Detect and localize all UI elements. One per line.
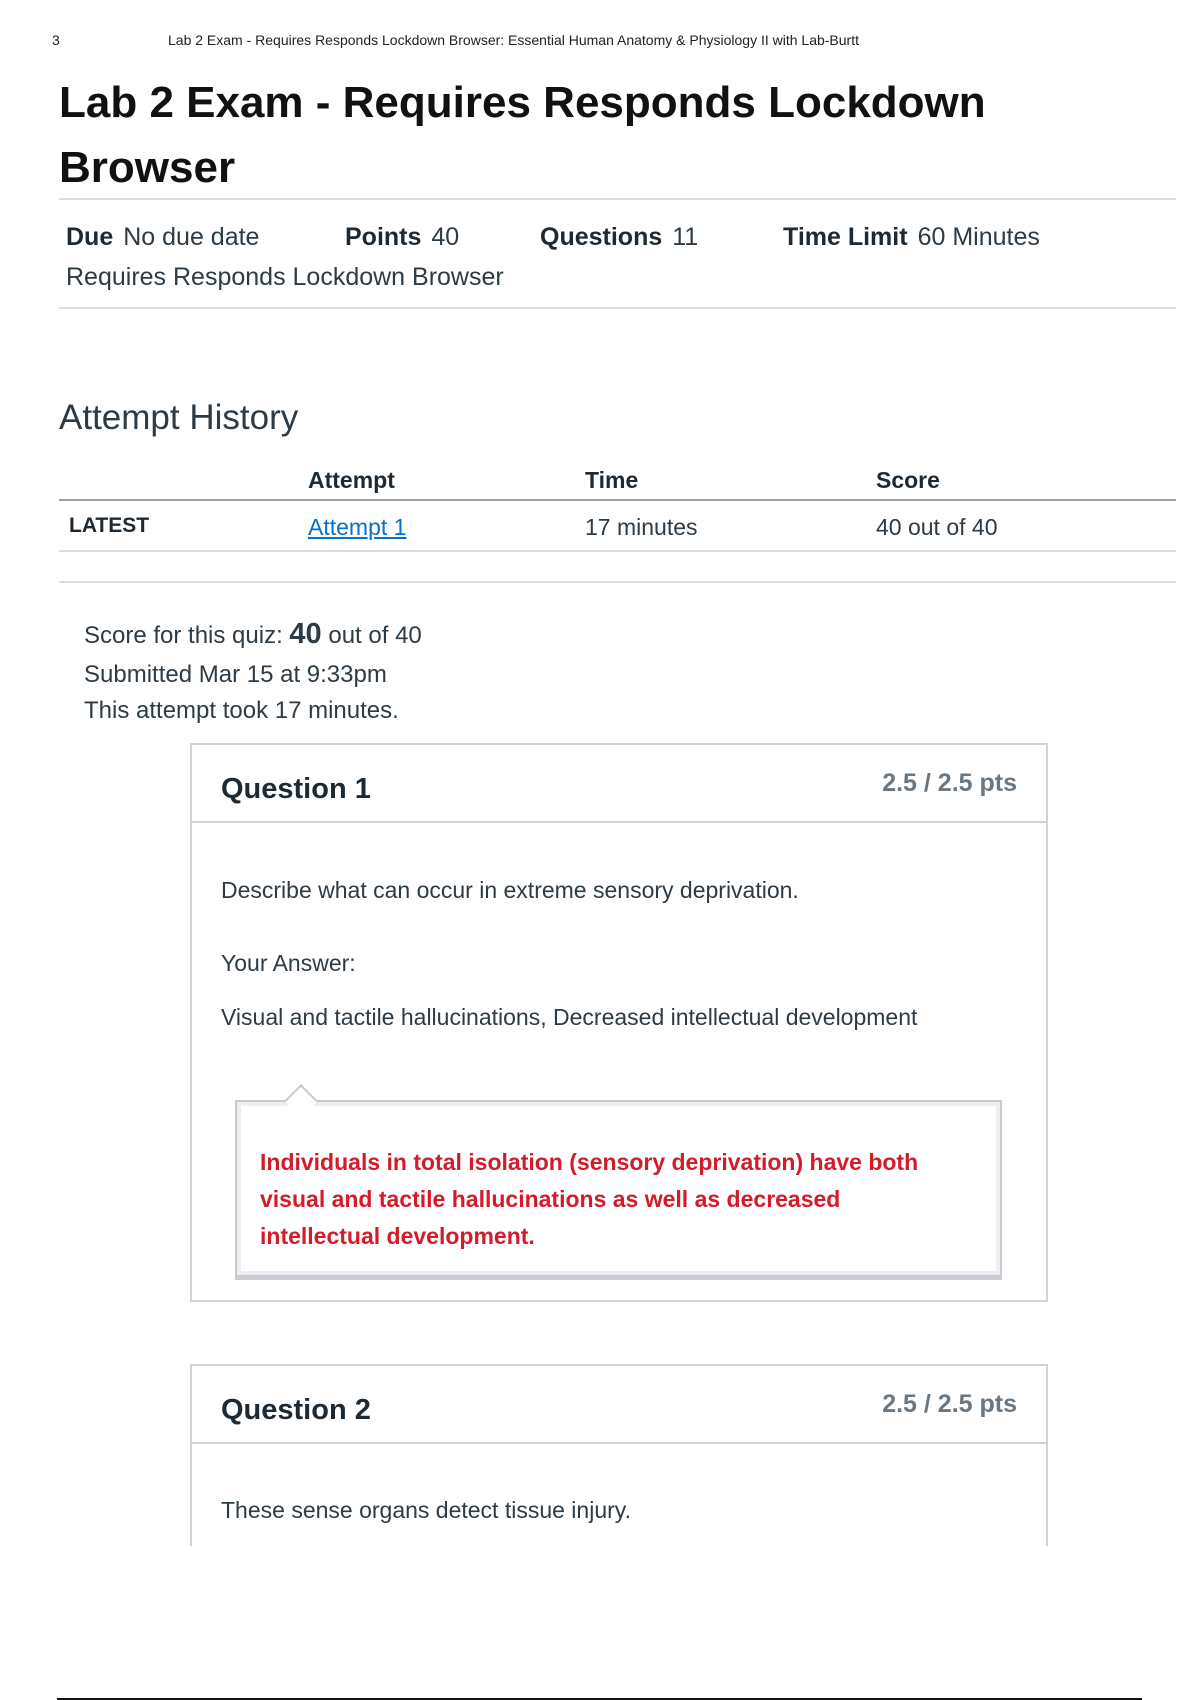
print-header-title: Lab 2 Exam - Requires Responds Lockdown Browser: Essential Human Anatomy & Physiology II with Lab-Burtt	[168, 32, 859, 48]
score-value: 40	[289, 618, 322, 650]
user-answer: Visual and tactile hallucinations, Decreased intellectual development	[221, 1004, 918, 1030]
print-header	[52, 32, 1148, 52]
attempt-duration: This attempt took 17 minutes.	[84, 697, 399, 724]
time-limit-label: Time Limit	[783, 223, 908, 251]
question-points: 2.5 / 2.5 pts	[882, 769, 1017, 797]
questions-value: 11	[672, 223, 699, 251]
quiz-due	[66, 223, 259, 252]
attempt-history-title: Attempt History	[59, 398, 299, 437]
table-header-rule	[59, 499, 1176, 501]
divider	[59, 581, 1176, 583]
question-text: Describe what can occur in extreme sensory deprivation.	[221, 877, 799, 903]
divider	[59, 307, 1176, 309]
question-title: Question 2	[221, 1394, 371, 1426]
question-2-card	[190, 1364, 1048, 1546]
quiz-points	[345, 223, 459, 252]
divider	[59, 550, 1176, 552]
header-time: Time	[585, 467, 639, 493]
attempt-time: 17 minutes	[585, 514, 698, 540]
quiz-score-line	[84, 618, 422, 651]
score-prefix: Score for this quiz:	[84, 622, 283, 649]
attempt-score: 40 out of 40	[876, 514, 998, 540]
answer-comment: Individuals in total isolation (sensory deprivation) have both visual and tactile hallucinations as well as decreased intellectual development.	[260, 1149, 919, 1249]
score-suffix: out of 40	[328, 622, 422, 649]
points-label: Points	[345, 223, 422, 251]
question-points: 2.5 / 2.5 pts	[882, 1390, 1017, 1418]
question-1-card	[190, 743, 1048, 1302]
question-text: These sense organs detect tissue injury.	[221, 1497, 631, 1523]
attempt-history-header	[59, 467, 1176, 499]
page-number: 3	[52, 32, 60, 48]
question-header	[192, 745, 1046, 823]
question-title: Question 1	[221, 773, 371, 805]
lockdown-requirement: Requires Responds Lockdown Browser	[66, 263, 504, 291]
table-row	[59, 514, 1176, 548]
answer-label: Your Answer:	[221, 950, 356, 976]
questions-label: Questions	[540, 223, 663, 251]
submitted-time: Submitted Mar 15 at 9:33pm	[84, 661, 387, 688]
latest-tag: LATEST	[69, 514, 150, 537]
answer-comment-box	[235, 1100, 1002, 1277]
comment-pointer	[284, 1084, 318, 1118]
points-value: 40	[431, 223, 460, 251]
header-attempt: Attempt	[308, 467, 395, 493]
quiz-title: Lab 2 Exam - Requires Responds Lockdown Browser	[59, 78, 986, 192]
header-score: Score	[876, 467, 940, 493]
question-header	[192, 1366, 1046, 1444]
quiz-questions	[540, 223, 698, 252]
due-label: Due	[66, 223, 114, 251]
due-value: No due date	[123, 223, 260, 251]
attempt-1-link[interactable]: Attempt 1	[308, 514, 407, 540]
quiz-time-limit	[783, 223, 1040, 252]
divider	[59, 198, 1176, 200]
time-limit-value: 60 Minutes	[917, 223, 1040, 251]
